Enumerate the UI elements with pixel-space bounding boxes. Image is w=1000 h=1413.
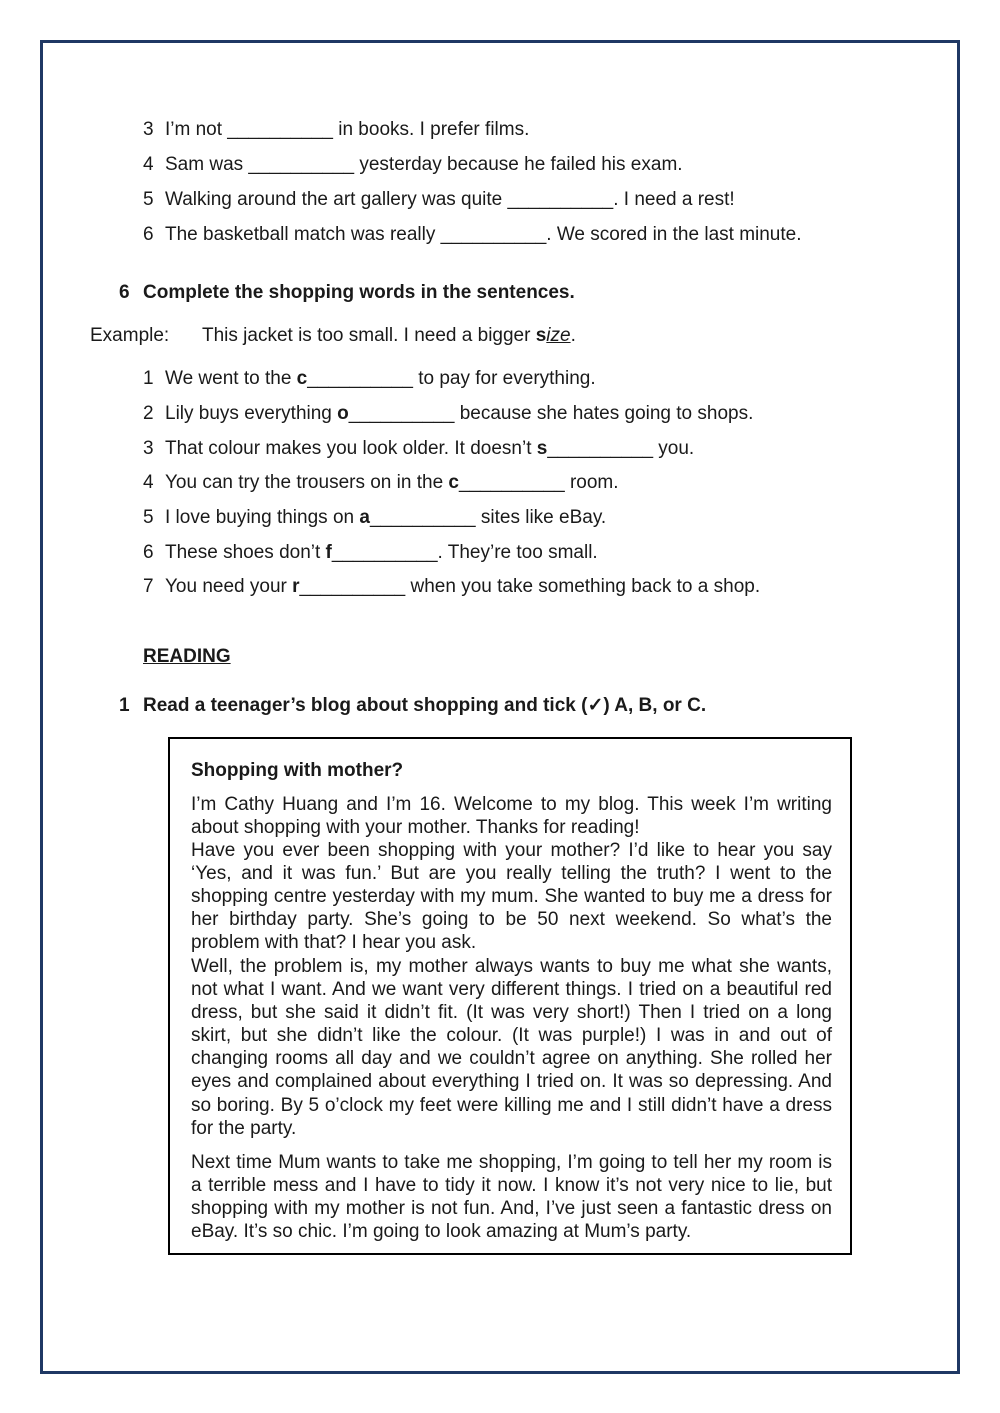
list-item: 5 I love buying things on a__________ sites like eBay. xyxy=(143,507,607,528)
blog-paragraph-1: I’m Cathy Huang and I’m 16. Welcome to my blog. This week I’m writing about shopping with your mother. Thanks for reading! xyxy=(191,794,832,839)
blog-box xyxy=(168,737,852,1255)
blog-paragraph-2: Have you ever been shopping with your mother? I’d like to hear you say ‘Yes, and it was fun.’ But are you really telling the truth? I went to the shopping centre yesterday with my mum. She wanted to buy me a dress for her birthday party. She’s going to be 50 next weekend. So what’s the problem with that? I hear you ask. xyxy=(191,840,832,954)
example-line: Example: This jacket is too small. I need a bigger size. xyxy=(90,325,576,346)
exercise-heading: 6 Complete the shopping words in the sentences. xyxy=(119,282,575,303)
reading-question: 1 Read a teenager’s blog about shopping and tick (✓) A, B, or C. xyxy=(119,695,707,716)
list-item: 6 These shoes don’t f__________. They’re too small. xyxy=(143,542,598,563)
list-item: 3 That colour makes you look older. It doesn’t s__________ you. xyxy=(143,438,695,459)
list-item: 5 Walking around the art gallery was quite __________. I need a rest! xyxy=(143,189,735,210)
blog-title: Shopping with mother? xyxy=(191,760,404,781)
list-item: 7 You need your r__________ when you take something back to a shop. xyxy=(143,576,761,597)
list-item: 6 The basketball match was really __________. We scored in the last minute. xyxy=(143,224,802,245)
list-item: 4 Sam was __________ yesterday because he failed his exam. xyxy=(143,154,683,175)
list-item: 3 I’m not __________ in books. I prefer films. xyxy=(143,119,530,140)
blog-paragraph-3: Well, the problem is, my mother always wants to buy me what she wants, not what I want. And we want very different things. I tried on a beautiful red dress, but she said it didn’t fit. (It was very short!) Then I tried on a long skirt, but she didn’t like the colour. (It was purple!) I was in and out of changing rooms all day and we couldn’t agree on anything. She rolled her eyes and complained about everything I tried on. It was so depressing. And so boring. By 5 o’clock my feet were killing me and I still didn’t have a dress for the party. xyxy=(191,956,832,1139)
list-item: 2 Lily buys everything o__________ because she hates going to shops. xyxy=(143,403,754,424)
blog-paragraph-4: Next time Mum wants to take me shopping, I’m going to tell her my room is a terrible mess and I have to tidy it now. I know it’s not very nice to lie, but shopping with my mother is not fun. And, I’ve just seen a fantastic dress on eBay. It’s so chic. I’m going to look amazing at Mum’s party. xyxy=(191,1152,832,1243)
list-item: 1 We went to the c__________ to pay for everything. xyxy=(143,368,596,389)
section-title: READING xyxy=(143,646,231,667)
list-item: 4 You can try the trousers on in the c__________ room. xyxy=(143,472,619,493)
